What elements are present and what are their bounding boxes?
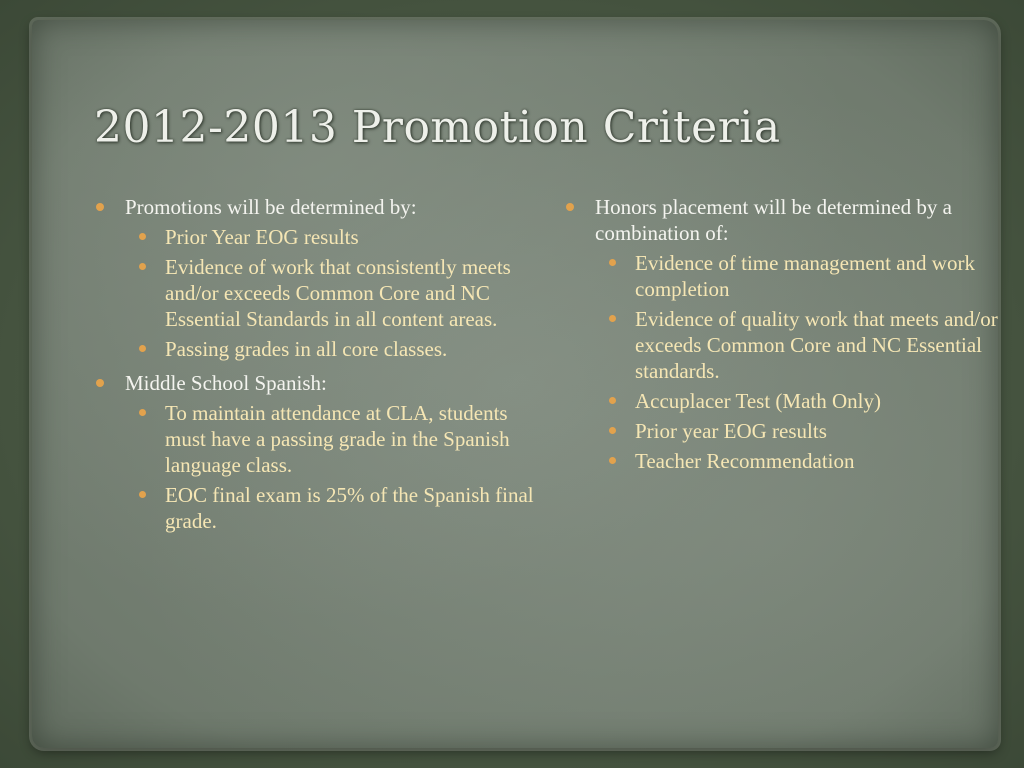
circle-bullet-icon [139,409,146,416]
list-item [125,336,534,362]
left-bullet-list [94,194,534,534]
circle-bullet-icon [566,203,574,211]
circle-bullet-icon [609,259,616,266]
slide-title: 2012-2013 Promotion Criteria [94,102,781,153]
sub-bullet-text: Accuplacer Test (Math Only) [635,389,881,413]
sub-bullet-text: To maintain attendance at CLA, students must have a passing grade in the Spanish language class. [165,401,510,477]
circle-bullet-icon [139,233,146,240]
sub-bullet-text: Evidence of work that consistently meets and/or exceeds Common Core and NC Essential Standards in all content areas. [165,255,511,331]
list-item [125,254,534,332]
right-bullet-list [564,194,1004,474]
sub-bullet-list [125,224,534,362]
left-column [94,194,534,542]
sub-bullet-text: Prior year EOG results [635,419,827,443]
list-item [94,194,534,362]
slide-panel [32,20,998,748]
list-item [125,400,534,478]
bullet-text: Promotions will be determined by: [125,195,417,219]
list-item [595,388,1004,414]
list-item [125,224,534,250]
list-item [595,448,1004,474]
circle-bullet-icon [139,345,146,352]
list-item [564,194,1004,474]
sub-bullet-text: Evidence of quality work that meets and/or exceeds Common Core and NC Essential standards. [635,307,998,383]
list-item [595,250,1004,302]
list-item [94,370,534,534]
circle-bullet-icon [609,397,616,404]
right-column [564,194,1004,482]
sub-bullet-text: EOC final exam is 25% of the Spanish final grade. [165,483,534,533]
circle-bullet-icon [139,263,146,270]
circle-bullet-icon [96,379,104,387]
sub-bullet-text: Evidence of time management and work completion [635,251,975,301]
list-item [595,418,1004,444]
bullet-text: Honors placement will be determined by a combination of: [595,195,952,245]
sub-bullet-text: Prior Year EOG results [165,225,359,249]
bullet-text: Middle School Spanish: [125,371,327,395]
circle-bullet-icon [609,457,616,464]
sub-bullet-text: Passing grades in all core classes. [165,337,448,361]
circle-bullet-icon [96,203,104,211]
circle-bullet-icon [609,427,616,434]
sub-bullet-text: Teacher Recommendation [635,449,855,473]
list-item [125,482,534,534]
sub-bullet-list [595,250,1004,474]
sub-bullet-list [125,400,534,534]
circle-bullet-icon [139,491,146,498]
circle-bullet-icon [609,315,616,322]
list-item [595,306,1004,384]
